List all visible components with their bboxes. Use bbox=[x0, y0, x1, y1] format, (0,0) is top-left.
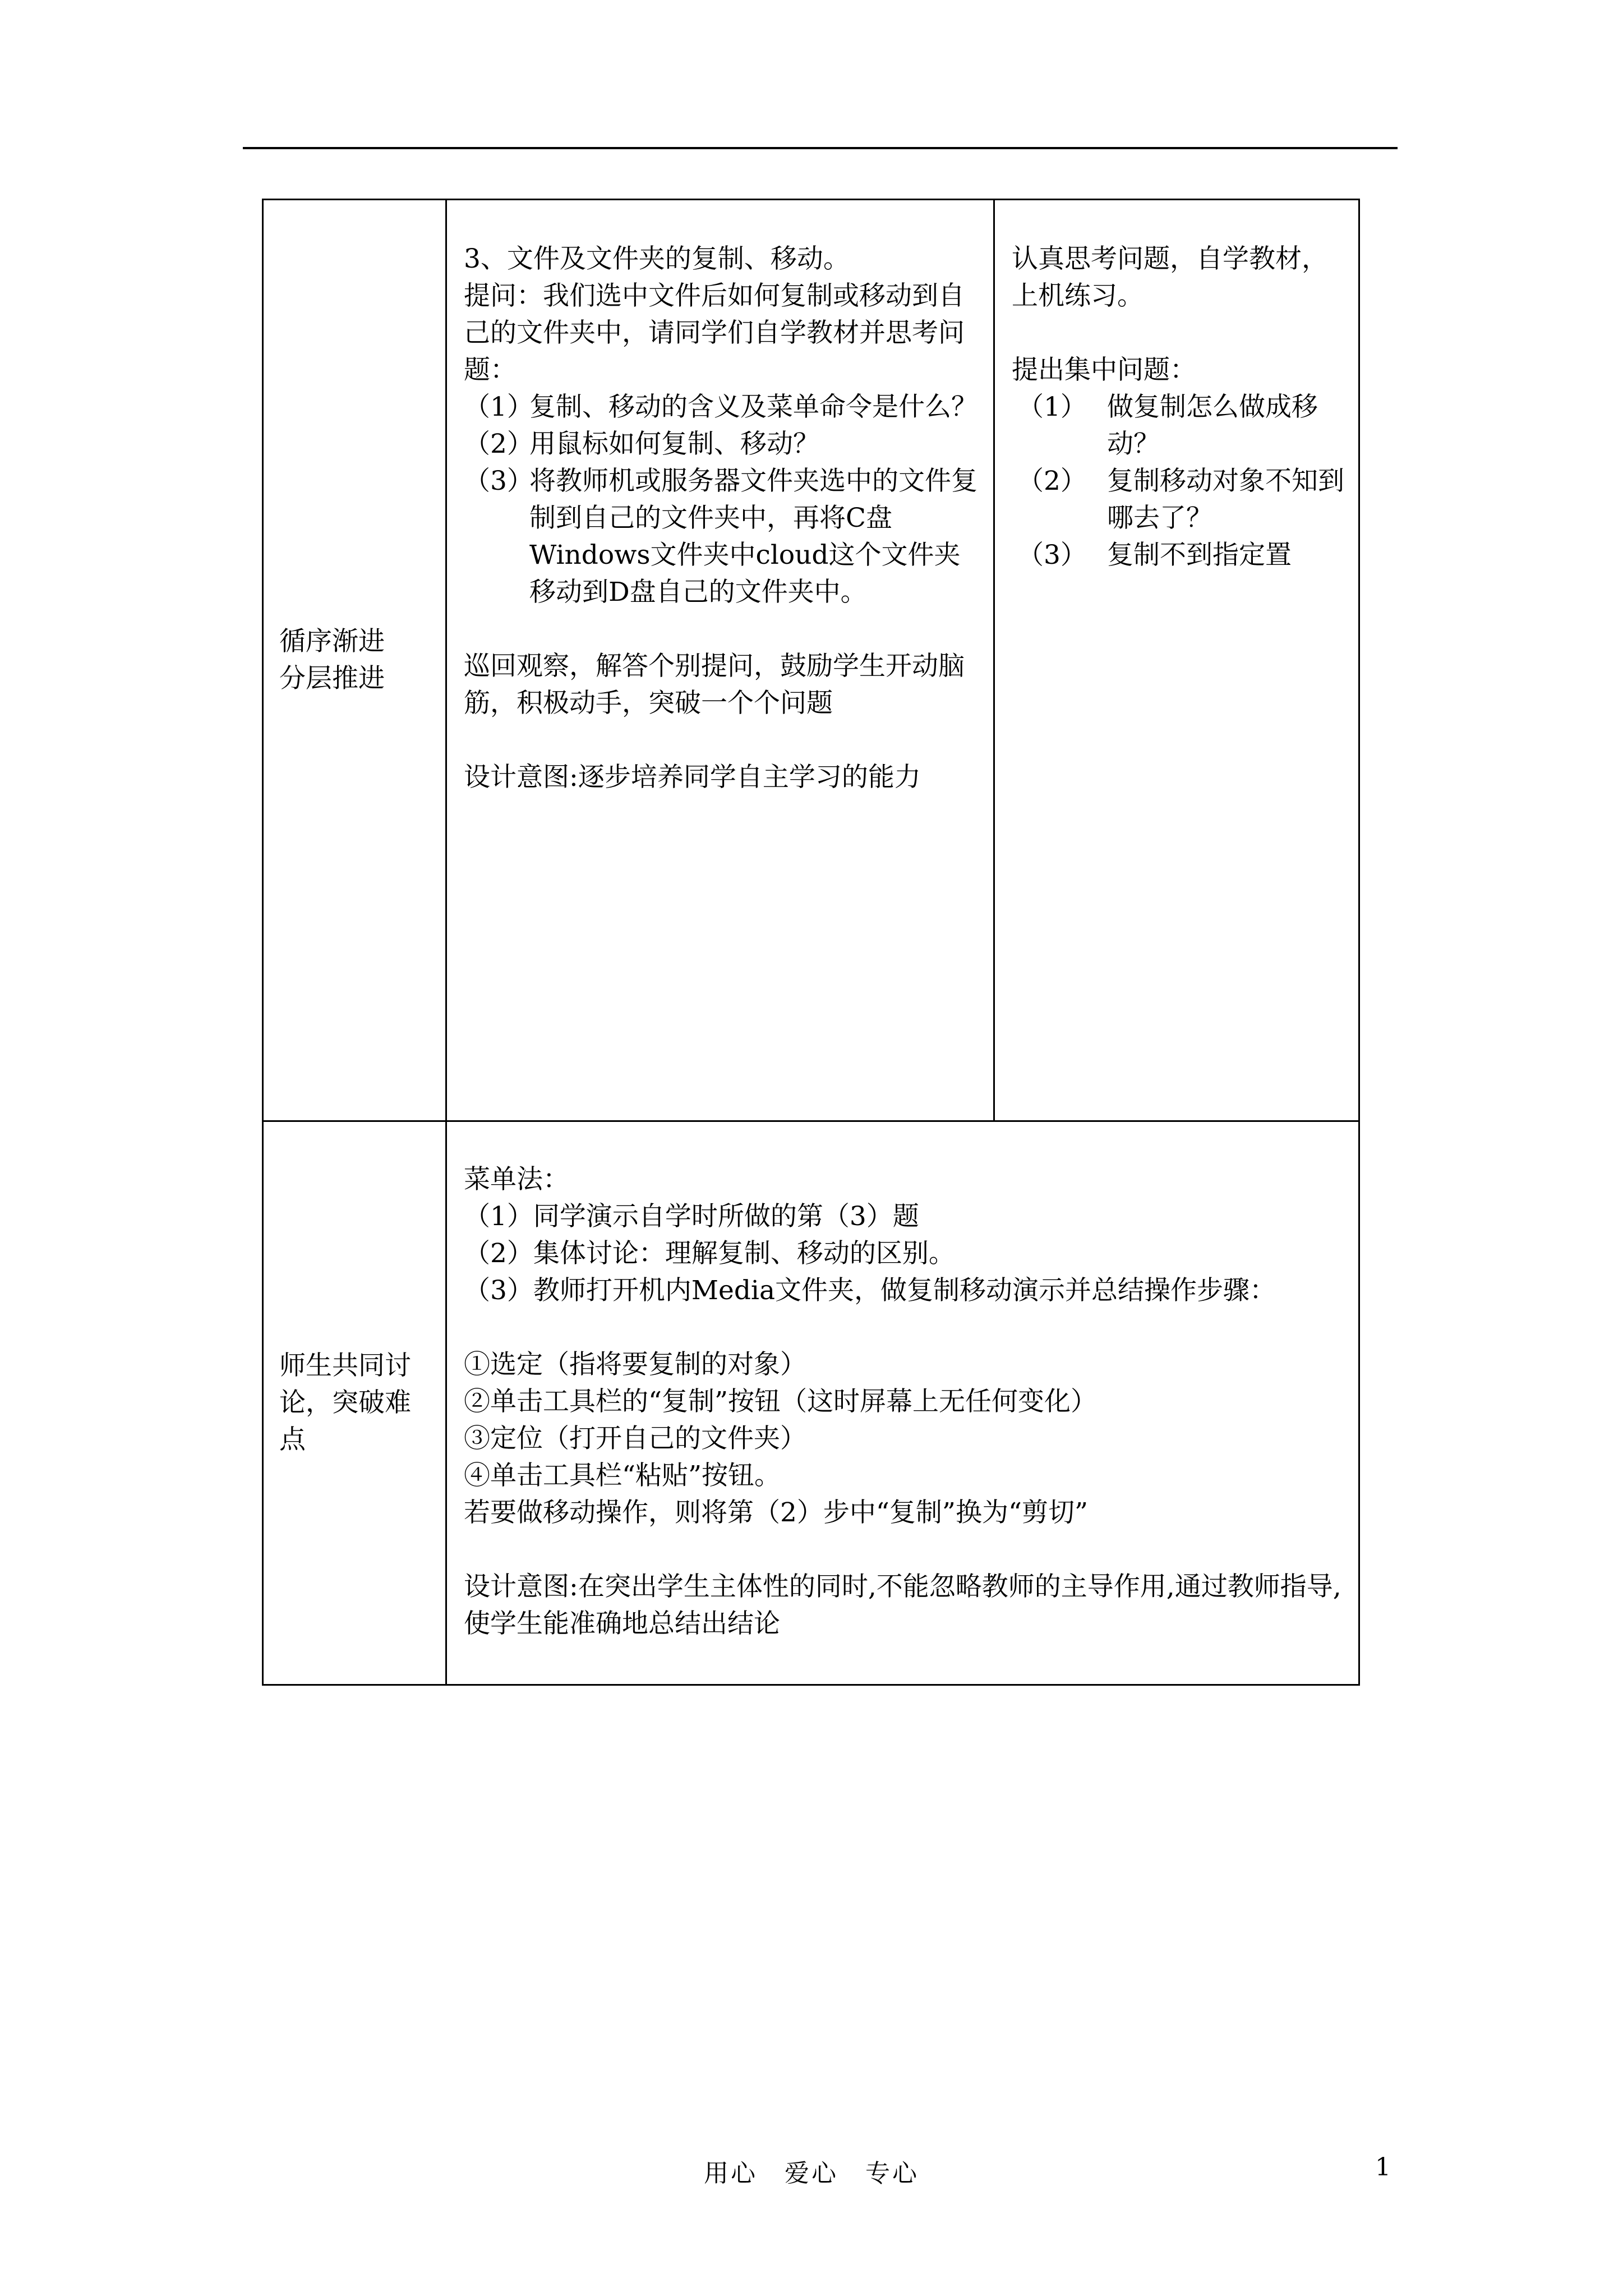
question-item bbox=[464, 463, 982, 611]
stage-label-line: 循序渐进 bbox=[279, 626, 385, 657]
discussion-item: （1）同学演示自学时所做的第（3）题 bbox=[464, 1201, 919, 1232]
design-intent: 设计意图:在突出学生主体性的同时,不能忽略教师的主导作用,通过教师指导,使学生能准确地总结出结论 bbox=[464, 1571, 1341, 1639]
page-number: 1 bbox=[1375, 2153, 1391, 2182]
issues-heading: 提出集中问题： bbox=[1012, 355, 1196, 385]
footer-motto: 用心 爱心 专心 bbox=[704, 2159, 919, 2188]
operation-step: ②单击工具栏的“复制”按钮（这时屏幕上无任何变化） bbox=[464, 1386, 1098, 1417]
stage-label-cell bbox=[263, 200, 446, 1121]
discussion-cell bbox=[446, 1121, 1359, 1685]
issue-item bbox=[1012, 463, 1347, 537]
teacher-activity-cell bbox=[446, 200, 994, 1121]
table-row bbox=[263, 1121, 1359, 1685]
discussion-item: （3）教师打开机内Media文件夹，做复制移动演示并总结操作步骤： bbox=[464, 1275, 1276, 1306]
stage-label-line: 师生共同讨 bbox=[279, 1350, 411, 1381]
issue-text: 做复制怎么做成移动？ bbox=[1107, 392, 1318, 459]
issue-text: 复制不到指定置 bbox=[1107, 540, 1292, 570]
question-number: （1） bbox=[464, 392, 533, 422]
operation-step: 若要做移动操作，则将第（2）步中“复制”换为“剪切” bbox=[464, 1497, 1089, 1528]
issue-text: 复制移动对象不知到哪去了？ bbox=[1107, 466, 1344, 533]
discussion-item: （2）集体讨论：理解复制、移动的区别。 bbox=[464, 1238, 955, 1269]
stage-label bbox=[264, 1347, 445, 1458]
stage-label-line: 论，突破难 bbox=[279, 1387, 411, 1418]
student-activity-cell bbox=[994, 200, 1359, 1121]
stage-label-line: 点 bbox=[279, 1424, 306, 1455]
issue-number: （3） bbox=[1017, 540, 1087, 570]
operation-step: ①选定（指将要复制的对象） bbox=[464, 1349, 806, 1380]
question-item bbox=[464, 426, 982, 463]
section-heading: 3、文件及文件夹的复制、移动。 bbox=[464, 243, 850, 274]
operation-step: ③定位（打开自己的文件夹） bbox=[464, 1423, 806, 1454]
stage-label-cell bbox=[263, 1121, 446, 1685]
table-row bbox=[263, 200, 1359, 1121]
stage-label-line: 分层推进 bbox=[279, 663, 385, 694]
lesson-table bbox=[262, 199, 1360, 1686]
question-text: 将教师机或服务器文件夹选中的文件复制到自己的文件夹中，再将C盘Windows文件夹中cloud这个文件夹移动到D盘自己的文件夹中。 bbox=[529, 466, 978, 608]
operation-step: ④单击工具栏“粘贴”按钮。 bbox=[464, 1460, 781, 1491]
stage-label bbox=[264, 623, 445, 697]
issue-number: （2） bbox=[1017, 466, 1087, 496]
header-rule bbox=[243, 147, 1398, 149]
question-number: （3） bbox=[464, 466, 533, 496]
issue-item bbox=[1012, 389, 1347, 463]
issue-number: （1） bbox=[1017, 392, 1087, 422]
teacher-observation: 巡回观察，解答个别提问，鼓励学生开动脑筋，积极动手，突破一个个问题 bbox=[464, 651, 965, 719]
method-heading: 菜单法： bbox=[464, 1164, 569, 1195]
issue-item bbox=[1012, 537, 1347, 574]
question-number: （2） bbox=[464, 429, 533, 459]
question-text: 用鼠标如何复制、移动？ bbox=[529, 429, 819, 459]
teacher-prompt: 提问：我们选中文件后如何复制或移动到自己的文件夹中，请同学们自学教材并思考问题： bbox=[464, 280, 965, 385]
question-item bbox=[464, 389, 982, 426]
design-intent: 设计意图:逐步培养同学自主学习的能力 bbox=[464, 762, 921, 793]
student-intro: 认真思考问题，自学教材，上机练习。 bbox=[1012, 243, 1328, 311]
question-text: 复制、移动的含义及菜单命令是什么？ bbox=[529, 392, 978, 422]
